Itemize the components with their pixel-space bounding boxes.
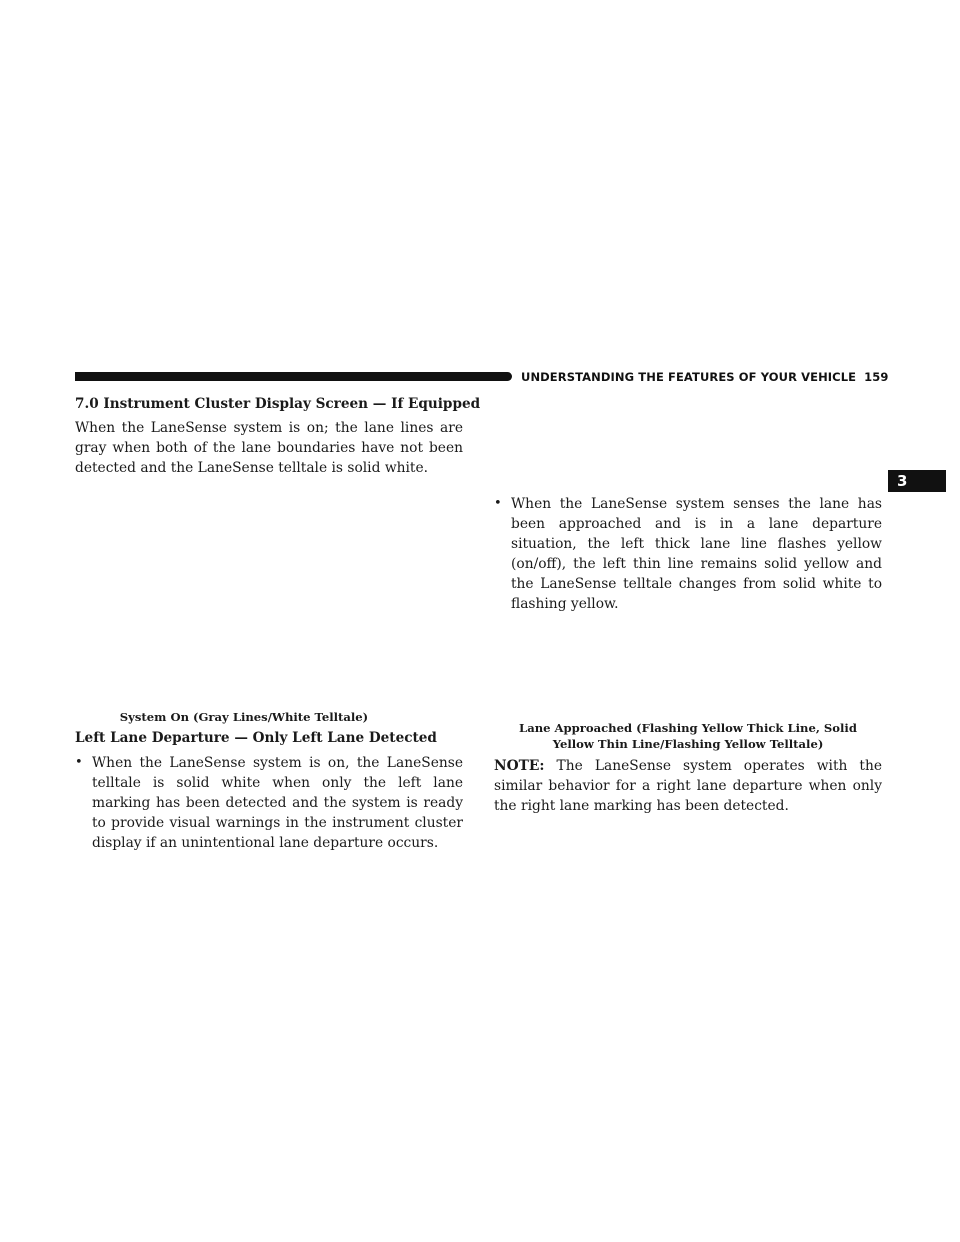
note-label: NOTE:: [494, 758, 545, 774]
intro-paragraph-block: [75, 418, 463, 478]
running-header: [521, 370, 888, 384]
header-title: UNDERSTANDING THE FEATURES OF YOUR VEHICLE: [521, 370, 857, 384]
left-section-heading-block: [75, 394, 481, 414]
note-paragraph: [494, 756, 882, 816]
chapter-tab: 3: [888, 470, 946, 492]
header-rule: [75, 372, 512, 381]
section-heading: 7.0 Instrument Cluster Display Screen — If Equipped: [75, 396, 481, 412]
left-figure-caption-block: [75, 709, 463, 725]
figure-caption-lane-approached-line2: Yellow Thin Line/Flashing Yellow Telltale): [552, 737, 824, 751]
left-bullet-text: When the LaneSense system is on, the LaneSense telltale is solid white when only the left lane marking has been detected and the system is ready to provide visual warnings in the instrument cluster display if an unintentional lane departure occurs.: [92, 755, 463, 851]
note-block: [494, 756, 882, 816]
figure-caption-lane-approached-line1: Lane Approached (Flashing Yellow Thick Line, Solid: [519, 721, 857, 735]
left-subheading-block: [75, 728, 463, 748]
right-bullet-text: When the LaneSense system senses the lane has been approached and is in a lane departure situation, the left thick lane line flashes yellow (on/off), the left thin line remains solid yellow and the LaneSense telltale changes from solid white to flashing yellow.: [511, 496, 882, 612]
page-number: 159: [864, 370, 889, 384]
note-text: The LaneSense system operates with the similar behavior for a right lane departure when only the right lane marking has been detected.: [494, 758, 882, 814]
right-bullet-item: [494, 494, 882, 614]
right-figure-caption-block: [494, 720, 882, 752]
bullet-dot: •: [494, 496, 502, 511]
left-bullet-item: [75, 753, 463, 853]
bullet-dot: •: [75, 755, 83, 770]
subheading-left-lane-departure: Left Lane Departure — Only Left Lane Detected: [75, 730, 437, 746]
figure-caption-system-on: System On (Gray Lines/White Telltale): [119, 710, 369, 724]
intro-paragraph: When the LaneSense system is on; the lane lines are gray when both of the lane boundaries have not been detected and the LaneSense telltale is solid white.: [75, 420, 463, 476]
